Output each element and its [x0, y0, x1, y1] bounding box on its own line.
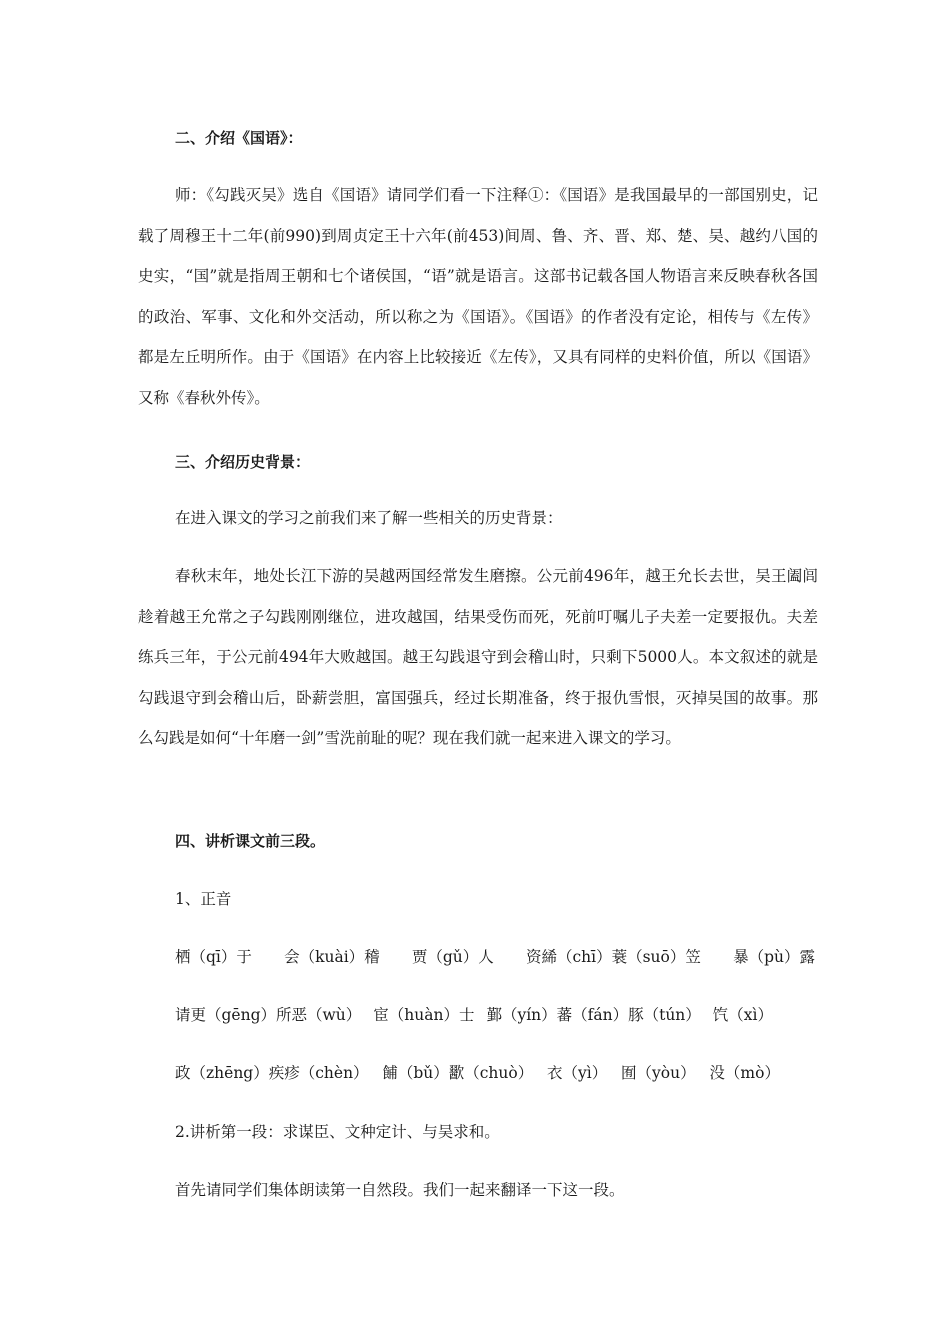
pronunciation-item: 资絺（chī）蓑（suō）笠 [525, 948, 701, 966]
section-heading-history: 三、介绍历史背景： [175, 453, 311, 471]
pronunciation-row [175, 1005, 773, 1025]
pronunciation-item: 没（mò） [709, 1064, 780, 1082]
pronunciation-item: 栖（qī）于 [175, 948, 252, 966]
section-heading-analysis: 四、讲析课文前三段。 [175, 832, 326, 850]
pronunciation-item: 会（kuài）稽 [284, 948, 380, 966]
pronunciation-item: 请更（gēng）所恶（wù） [175, 1006, 362, 1024]
analysis-subheading: 2.讲析第一段：求谋臣、文种定计、与吴求和。 [175, 1123, 500, 1141]
pronunciation-item: 衣（yì） [547, 1064, 608, 1082]
pronunciation-item: 宦（huàn）士 [373, 1006, 475, 1024]
history-intro: 在进入课文的学习之前我们来了解一些相关的历史背景： [175, 509, 563, 527]
pronunciation-item: 政（zhēng）疾疹（chèn） [175, 1064, 369, 1082]
pronunciation-item: 饩（xì） [712, 1006, 773, 1024]
guoyu-paragraph: 师：《勾践灭吴》选自《国语》请同学们看一下注释①：《国语》是我国最早的一部国别史，记载了周穆王十二年(前990)到周贞定王十六年(前453)间周、鲁、齐、晋、郑、楚、吴、越约八国的史实，“国”就是指周王朝和七个诸侯国，“语”就是语言。这部书记载各国人物语言来反映春秋各国的政治、军事、文化和外交活动，所以称之为《国语》。《国语》的作者没有定论，相传与《左传》都是左丘明所作。由于《国语》在内容上比较接近《左传》，又具有同样的史料价值，所以《国语》又称《春秋外传》。 [138, 186, 818, 407]
section-heading-guoyu: 二、介绍《国语》： [175, 129, 303, 147]
pronunciation-item: 囿（yòu） [621, 1064, 696, 1082]
pronunciation-item: 暴（pù）露 [733, 948, 815, 966]
pronunciation-row [175, 1063, 780, 1083]
history-paragraph: 春秋末年，地处长江下游的吴越两国经常发生磨擦。公元前496年，越王允长去世，吴王阖闾趁着越王允常之子勾践刚刚继位，进攻越国，结果受伤而死，死前叮嘱儿子夫差一定要报仇。夫差练兵三年，于公元前494年大败越国。越王勾践退守到会稽山时，只剩下5000人。本文叙述的就是勾践退守到会稽山后，卧薪尝胆，富国强兵，经过长期准备，终于报仇雪恨，灭掉吴国的故事。那么勾践是如何“十年磨一剑”雪洗前耻的呢？现在我们就一起来进入课文的学习。 [138, 567, 818, 748]
pronunciation-item: 餔（bǔ）歠（chuò） [382, 1064, 534, 1082]
pronunciation-item: 鄞（yín）蕃（fán）豚（tún） [486, 1006, 701, 1024]
pronunciation-row [175, 947, 815, 967]
pronunciation-subheading: 1、正音 [175, 890, 232, 908]
reading-instruction: 首先请同学们集体朗读第一自然段。我们一起来翻译一下这一段。 [175, 1181, 625, 1199]
pronunciation-item: 贾（gǔ）人 [411, 948, 494, 966]
